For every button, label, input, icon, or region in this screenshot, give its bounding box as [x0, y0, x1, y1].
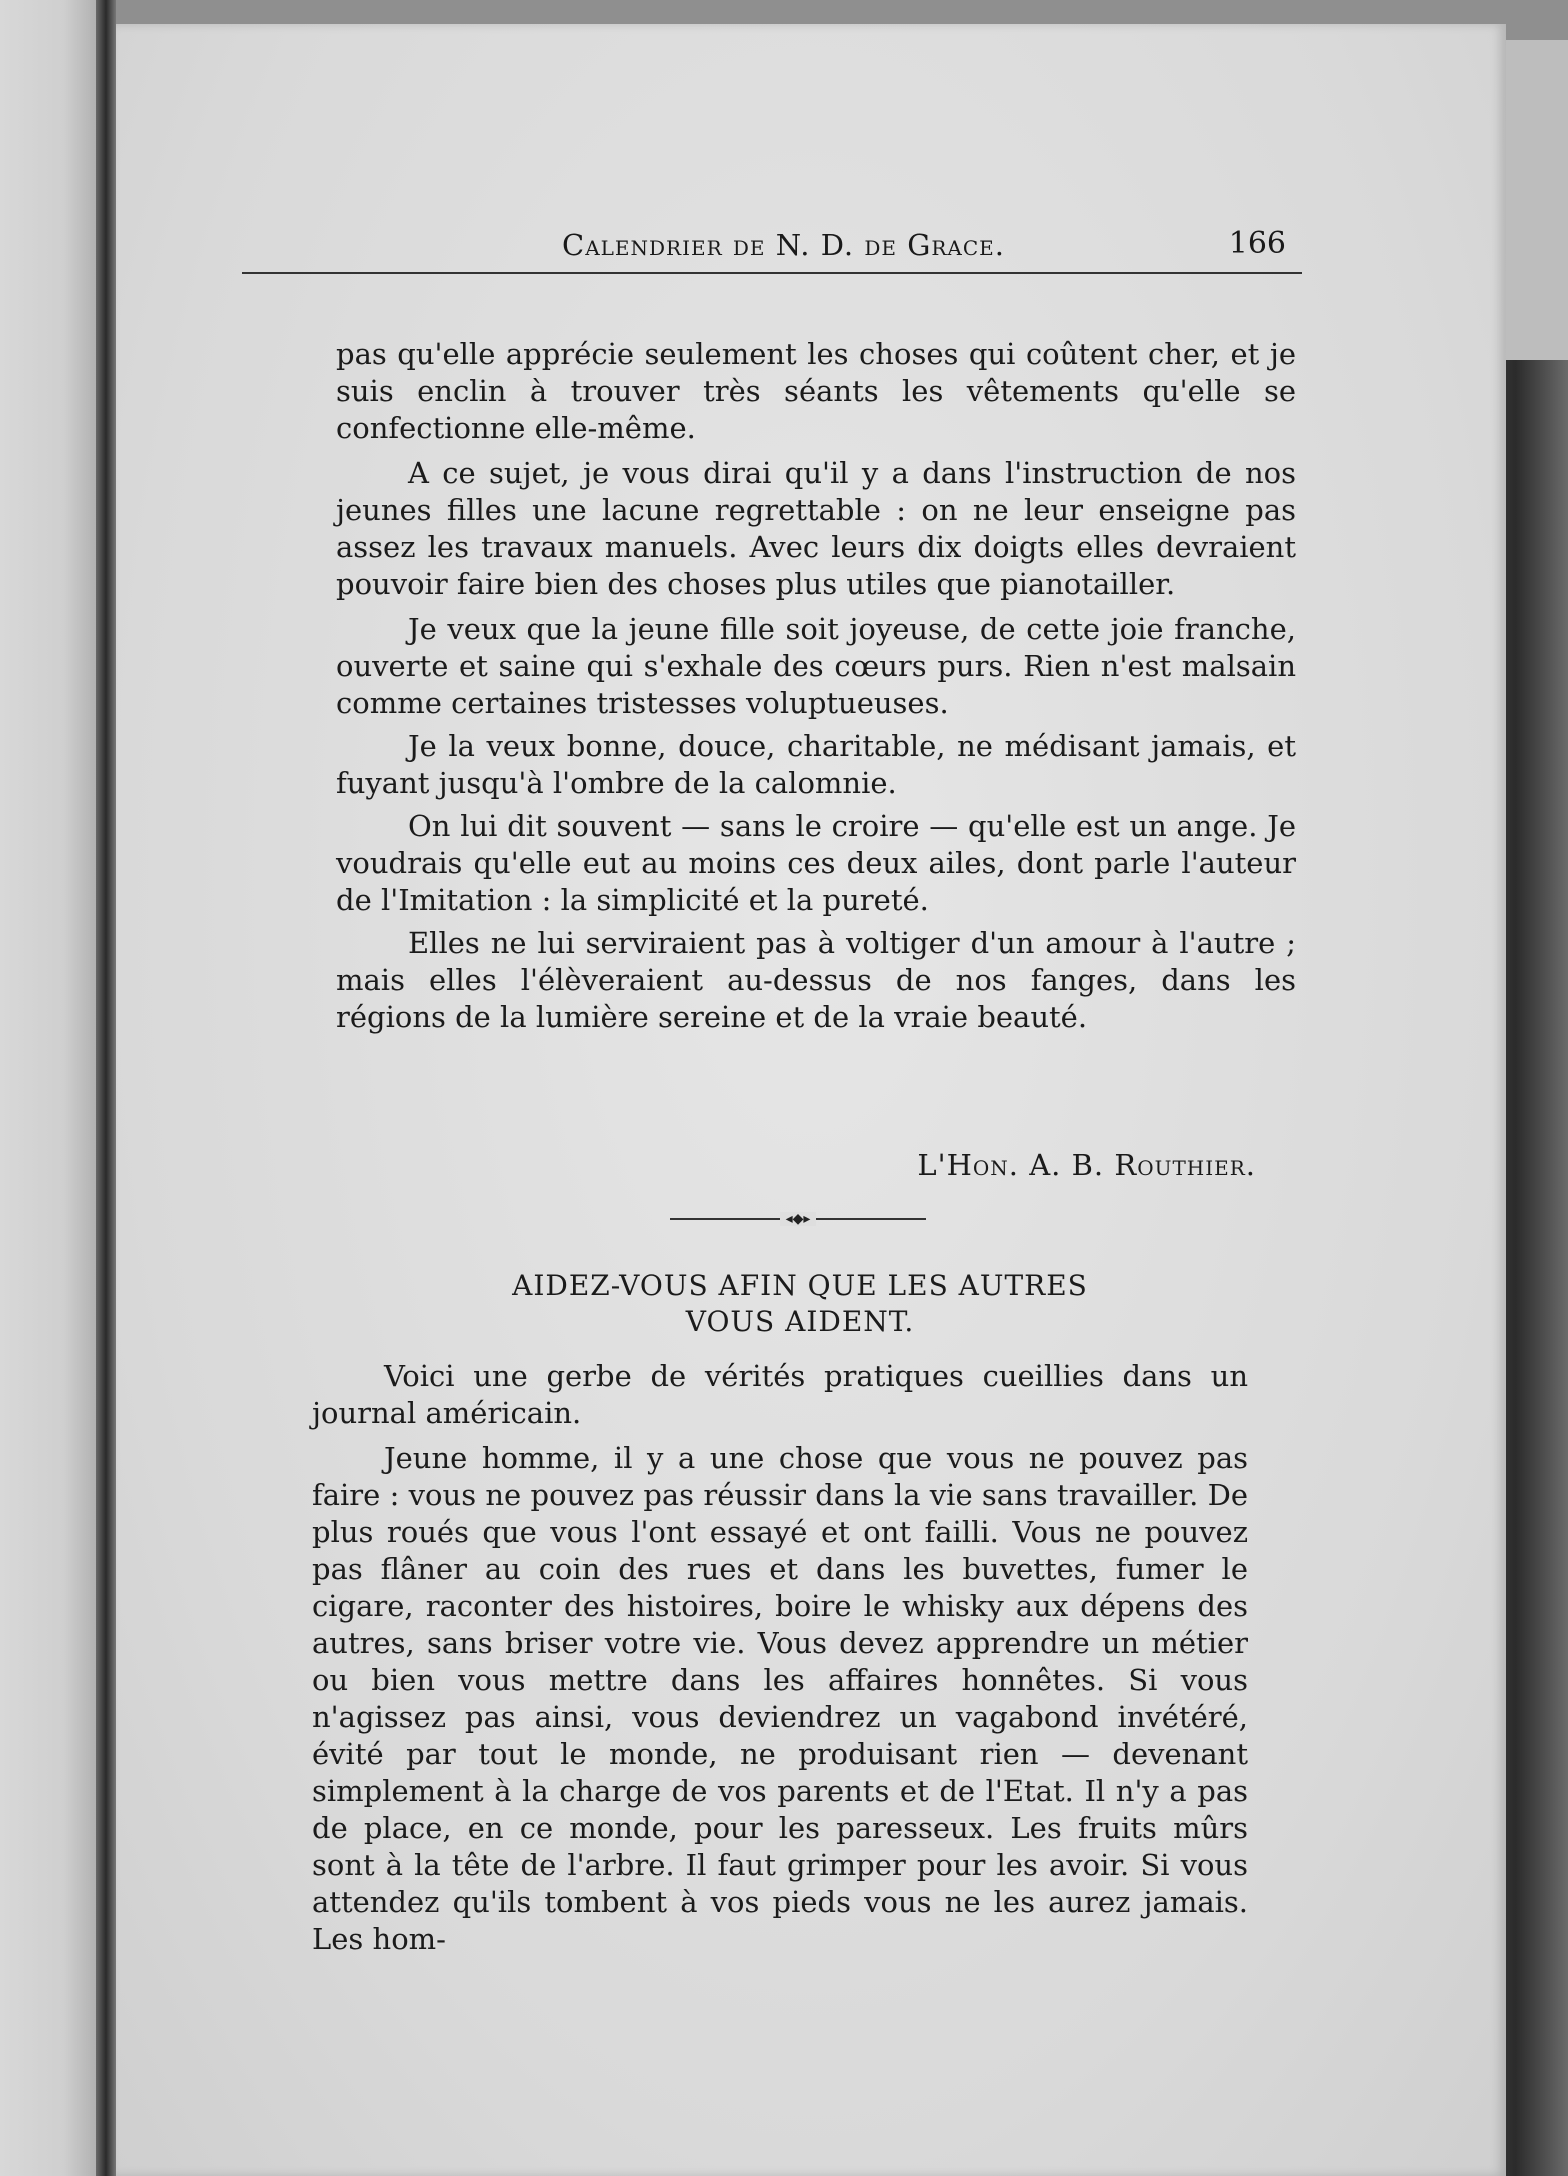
paragraph: A ce sujet, je vous dirai qu'il y a dans l'instruction de nos jeunes filles une lacune regrettable : on ne leur enseigne pas assez les travaux manuels. Avec leurs dix doigts elles devraient pouvoir faire bien des choses plus utiles que pianotailler.	[336, 456, 1296, 601]
running-header	[242, 222, 1302, 274]
facing-page-margin	[0, 0, 106, 2176]
paragraph: On lui dit souvent — sans le croire — qu'elle est un ange. Je voudrais qu'elle eut au moins ces deux ailes, dont parle l'auteur de l'Imitation : la simplicité et la pureté.	[336, 809, 1296, 917]
section-title-line-1: AIDEZ-VOUS AFIN QUE LES AUTRES	[512, 1269, 1088, 1302]
section-divider-ornament	[670, 1212, 926, 1226]
section-title-line-2: VOUS AIDENT.	[685, 1305, 915, 1338]
author-signature: L'Hon. A. B. Routhier.	[917, 1148, 1256, 1182]
paragraph: Jeune homme, il y a une chose que vous ne pouvez pas faire : vous ne pouvez pas réussir dans la vie sans travailler. De plus roués que vous l'ont essayé et ont failli. Vous ne pouvez pas flâner au coin des rues et dans les buvettes, fumer le cigare, raconter des histoires, boire le whisky aux dépens des autres, sans briser votre vie. Vous devez apprendre un métier ou bien vous mettre dans les affaires honnêtes. Si vous n'agissez pas ainsi, vous deviendrez un vagabond invétéré, évité par tout le monde, ne produisant rien — devenant simplement à la charge de vos parents et de l'Etat. Il n'y a pas de place, en ce monde, pour les paresseux. Les fruits mûrs sont à la tête de l'arbre. Il faut grimper pour les avoir. Si vous attendez qu'ils tombent à vos pieds vous ne les aurez jamais. Les hom-	[312, 1441, 1248, 1956]
header-title: Calendrier de N. D. de Grace.	[562, 228, 1005, 262]
article-body-2	[312, 1358, 1248, 1958]
section-title	[320, 1268, 1280, 1340]
paragraph: Elles ne lui serviraient pas à voltiger d'un amour à l'autre ; mais elles l'élèveraient au-dessus de nos fanges, dans les régions de la lumière sereine et de la vraie beauté.	[336, 926, 1296, 1034]
book-gutter	[96, 0, 116, 2176]
paragraph: Je la veux bonne, douce, charitable, ne médisant jamais, et fuyant jusqu'à l'ombre de la calomnie.	[336, 729, 1296, 800]
paragraph: pas qu'elle apprécie seulement les choses qui coûtent cher, et je suis enclin à trouver très séants les vêtements qu'elle se confectionne elle-même.	[336, 337, 1296, 445]
article-body	[336, 336, 1296, 1036]
paragraph: Je veux que la jeune fille soit joyeuse, de cette joie franche, ouverte et saine qui s'exhale des cœurs purs. Rien n'est malsain comme certaines tristesses voluptueuses.	[336, 612, 1296, 720]
page-edge	[1500, 40, 1568, 370]
page-number: 166	[1228, 226, 1286, 261]
paragraph: Voici une gerbe de vérités pratiques cueillies dans un journal américain.	[312, 1359, 1248, 1430]
divider-flourish-icon: ◂◆▸	[780, 1212, 816, 1226]
